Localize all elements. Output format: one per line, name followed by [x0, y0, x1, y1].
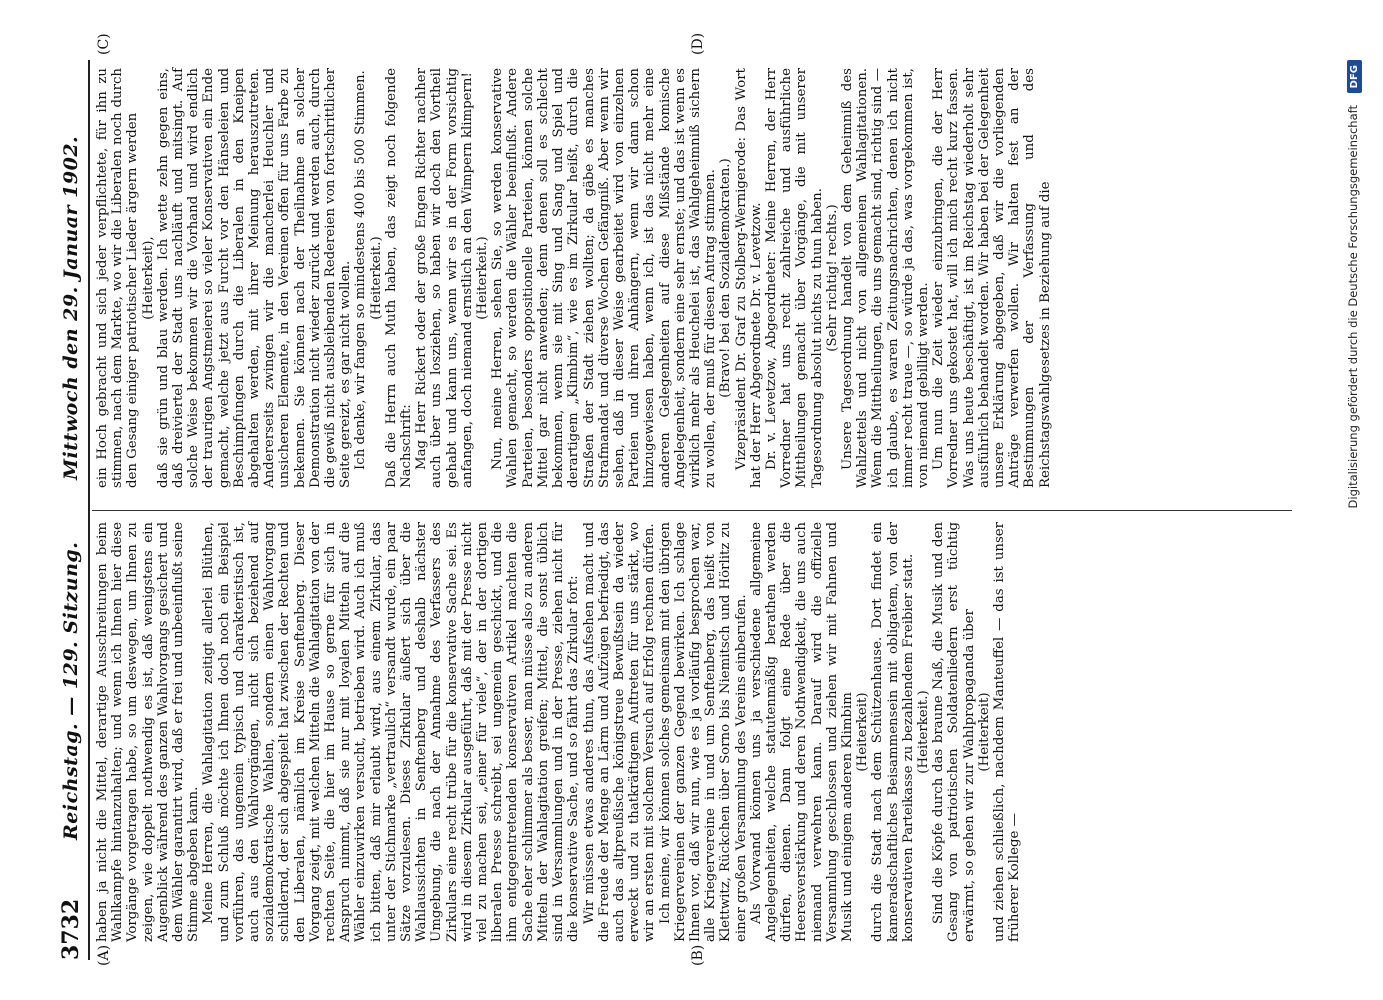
- speaker-intro: Vizepräsident Dr. Graf zu Stolberg-Wernigerode: Das Wort hat der Herr Abgeordnete Dr. v. Levetzow.: [733, 68, 764, 488]
- paragraph: Ich denke, wir fangen so mindestens 400 bis 500 Stimmen.: [353, 70, 369, 470]
- interjection: (Heiterkeit.): [475, 236, 491, 320]
- page-header: [58, 60, 88, 960]
- paragraph: Wir müssen etwas anderes thun, das Aufsehen macht und die Freude der Menge an Lärm und Aufzügen befriedigt, das auch das altpreußische königstreue Bewußtsein da wieder erweckt und zu thatkräftigem Auftreten für uns stärkt, wo wir an ersten mit solchem Versuch auf Erfolg rechnen dürfen.: [581, 522, 658, 942]
- interjection: (Heiterkeit): [855, 692, 871, 772]
- right-column: [95, 68, 1053, 488]
- digitization-footer: [1346, 60, 1362, 940]
- interjection: (Bravo! bei den Sozialdemokraten.): [718, 158, 734, 398]
- page-number: 3732: [58, 898, 84, 960]
- column-divider: [92, 510, 1292, 511]
- paragraph: Nun, meine Herren, sehen Sie, so werden konservative Wahlen gemacht, so werden die Wähler beeinflußt. Andere Parteien, besonders oppositionelle Parteien, können solche Mittel gar nicht anwenden; denn denen soll es schlecht bekommen, wenn sie mit Sing und Sang und Spiel und derartigem „Klimbim“, wie es im Zirkular heißt, durch die Straßen der Stadt ziehen wollten; da gäbe es manches Strafmandat und diverse Wochen Gefängniß. Aber wenn wir sehen, daß in dieser Weise gearbeitet wird von einzelnen Parteien und ihren Anhängern, wenn wir dann schon hinzugewiesen haben, wenn ich, ist das nicht mehr eine anderen Gelegenheiten auf diese Mißstände komische Angelegenheit, sondern eine sehr ernste; und das ist wenn es wirklich mehr als Heuchelei ist, das Wahlgeheimniß sichern zu wollen, der muß für diesen Antrag stimmen.: [490, 68, 719, 488]
- margin-marker-b: (B): [690, 944, 706, 966]
- paragraph: Als Vorwand können uns ja verschiedene allgemeine Angelegenheiten, welche statutenmäßig berathen werden dürfen, dienen. Dann folgt eine Rede über die Heeresverstärkung und deren Nothwendigkeit, die uns auch niemand verwehren kann. Darauf wird die offizielle Versammlung geschlossen und ziehen wir mit Fahnen und Musik und einigem anderen Klimbim: [748, 522, 855, 942]
- margin-marker-a: (A): [96, 944, 112, 966]
- interjection: (Heiterkeit.): [915, 690, 931, 774]
- interjection: (Heiterkeit),: [140, 236, 156, 320]
- dfg-logo: DFG: [1347, 60, 1362, 93]
- interjection: (Sehr richtig! rechts.): [824, 204, 840, 352]
- paragraph: Um nun die Zeit wieder einzubringen, die der Herr Vorredner uns gekostet hat, will ich mich recht kurz fassen. Was uns heute beschäftigt, ist im Reichstag wiederholt sehr ausführlich behandelt worden. Wir haben bei der Gelegenheit unsere Erklärung abgegeben, daß wir die vorliegenden Anträge verwerfen wollen. Wir halten fest an der Bestimmungen der Verfassung und des Reichstagswahlgesetzes in Beziehung auf die: [931, 68, 1053, 488]
- paragraph: Meine Herren, die Wahlagitation zeitigt allerlei Blüthen, und zum Schluß möchte ich Ihnen doch noch ein Beispiel vorführen, das ungemein typisch und charakteristisch ist, auch aus den Wahlvorgängen, nicht sich beziehend auf sozialdemokratische Wahlen, sondern einen Wahlvorgang schildernd, der sich abgespielt hat zwischen der Rechten und den Liberalen, nämlich im Kreise Senftenberg. Dieser Vorgang zeigt, mit welchen Mitteln die Wahlagitation von der rechten Seite, die hier im Hause so gerne für sich in Anspruch nimmt, daß sie nur mit loyalen Mitteln auf die Wähler einzuwirken versucht, betrieben wird. Auch ich muß ich bitten, daß mir erlaubt wird, aus einem Zirkular, das unter der Stichmarke „vertraulich“ versandt wurde, ein paar Sätze vorzulesen. Dieses Zirkular äußert sich über die Wahlaussichten in Senftenberg und deshalb nächster Umgebung, die nach der Annahme des Verfassers des Zirkulars eine recht trübe für die konservative Sache sei. Es wird in diesem Zirkular ausgeführt, daß mit der Presse nicht viel zu machen sei, „einer für viele“, der in der dortigen liberalen Presse schreibt, sei ungemein geschickt, und die ihm entgegentretenden konservativen Artikel machten die Sache eher schlimmer als besser, man müsse also zu anderen Mitteln der Wahlagitation greifen; Mittel, die sonst üblich sind in Versammlungen und in der Presse, ziehen nicht für die konservative Sache, und so fährt das Zirkular fort:: [201, 522, 582, 942]
- paragraph: daß sie grün und blau werden. Ich wette zehn gegen eins, daß dreiviertel der Stadt uns nachläuft und mitsingt. Auf solche Weise bekommen wir die Vorhand und wird endlich der traurigen Angstmeierei so vieler Konservativen ein Ende gemacht, welche jetzt aus Furcht vor den Hänseleien und Beschimpfungen durch die Liberalen in den Kneipen abgehalten werden, mit ihrer Meinung herauszutreten. Andererseits zwingen wir die mancherlei Heuchler und unsicheren Elemente, in den Vereinen offen für uns Farbe zu bekennen. Sie können nach der Theilnahme an solcher Demonstration nicht wieder zurück und werden auch, durch die gewiß nicht ausbleibenden Redereien von fortschrittlicher Seite gereizt, es gar nicht wollen.: [155, 68, 354, 488]
- running-head-left: Reichstag. — 129. Sitzung.: [60, 541, 82, 840]
- interjection: (Heiterkeit.): [368, 236, 384, 320]
- paragraph: Dr. v. Levetzow, Abgeordneter: Meine Herren, der Herr Vorredner hat uns recht zahlreiche und ausführliche Mittheilungen gemacht über Vorgänge, die mit unserer Tagesordnung absolut nichts zu thun haben.: [763, 68, 825, 488]
- paragraph: Daß die Herrn auch Muth haben, das zeigt noch folgende Nachschrift:: [383, 68, 415, 488]
- paragraph: Sind die Köpfe durch das braune Naß, die Musik und den Gesang von patriotischen Soldatenliedern erst tüchtig erwärmt, so gehen wir zur Wahlpropaganda über: [931, 522, 977, 942]
- header-rule: [88, 60, 90, 960]
- margin-marker-c: (C): [96, 33, 112, 55]
- interjection: (Heiterkeit): [976, 692, 992, 772]
- margin-marker-d: (D): [690, 32, 706, 55]
- paragraph: Mag Herr Rickert oder der große Engen Richter nachher auch über uns losziehen, so haben wir doch den Vortheil gehabt und kann uns, wenn wir es in der Form vorsichtig anfangen, doch niemand ernstlich an den Wimpern klimpern!: [414, 68, 475, 488]
- paragraph: Unsere Tagesordnung handelt von dem Geheimniß des Wahlzettels und nicht von allgemeinen Wahlagitationen. Wenn die Mittheilungen, die uns gemacht sind, richtig sind — ich glaube, es waren Zeitungsnachrichten, denen ich nicht immer recht traue —, so würde ja das, was vorgekommen ist, von niemand gebilligt werden.: [839, 68, 931, 488]
- paragraph: durch die Stadt nach dem Schützenhause. Dort findet ein kameradschaftliches Beisammensein mit obligatem, von der konservativen Parteikasse zu bezahlendem Freibier statt.: [870, 522, 916, 942]
- paragraph: Ich meine, wir können solches gemeinsam mit den übrigen Kriegervereinen der ganzen Gegend bewirken. Ich schlage Ihnen vor, daß wir nun, wie es ja vorläufig besprochen war, alle Kriegervereine in und um Senftenberg, das heißt von Klettwitz, Rückchen über Sorno bis Niemitsch und Hörlitz zu einer großen Versammlung des Vereins einberufen.: [657, 522, 749, 942]
- paragraph: haben ja nicht die Mittel, derartige Ausschreitungen beim Wahlkampfe hintanzuhalten; und wenn ich Ihnen hier diese Vorgänge vorgetragen habe, so um deswegen, um Ihnen zu zeigen, wie doppelt nothwendig es ist, daß wenigstens ein Augenblick während des ganzen Wahlvorgangs gesichert und dem Wähler garantirt wird, daß er frei und unbeeinflußt seine Stimme abgeben kann.: [95, 522, 202, 942]
- paragraph: ein Hoch gebracht und sich jeder verpflichtete, für ihn zu stimmen, nach dem Markte, wo wir die Liberalen noch durch den Gesang einiger patriotischer Lieder ärgern werden: [95, 68, 141, 488]
- left-column: [95, 522, 1022, 942]
- paragraph: und ziehen schließlich, nachdem Manteuffel — das ist unser früherer Kollege —: [991, 522, 1023, 942]
- footer-credit: Digitalisierung gefördert durch die Deutsche Forschungsgemeinschaft: [1346, 105, 1360, 509]
- running-head-right: Mittwoch den 29. Januar 1902.: [60, 135, 82, 480]
